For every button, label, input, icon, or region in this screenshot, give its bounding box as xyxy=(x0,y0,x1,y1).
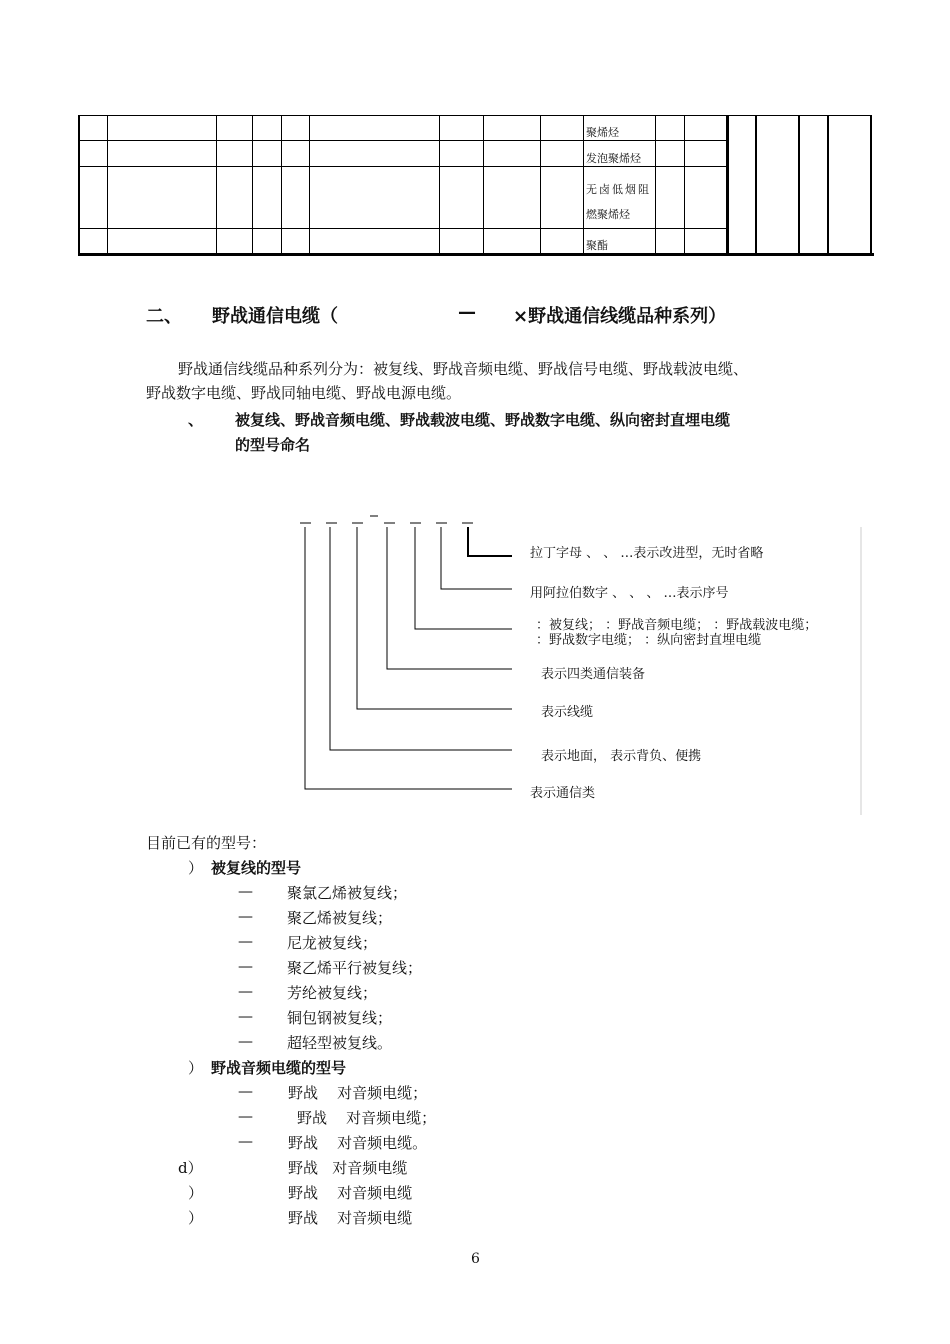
group-title: 被复线的型号 xyxy=(211,859,302,877)
list-item: 野战 对音频电缆； xyxy=(297,1109,437,1127)
diagram-label: 表示线缆 xyxy=(541,705,594,720)
list-item: 铜包钢被复线； xyxy=(287,1009,393,1027)
group-marker: ） xyxy=(188,859,204,877)
list-item: 芳纶被复线； xyxy=(287,984,378,1002)
list-dash: — xyxy=(238,957,253,975)
diagram-label: 表示四类通信装备 xyxy=(541,667,646,682)
extra-marker: ） xyxy=(188,1184,204,1202)
list-dash: — xyxy=(238,1032,253,1050)
list-dash: — xyxy=(238,1082,253,1100)
sub-heading-line-1: 被复线、野战音频电缆、野战载波电缆、野战数字电缆、纵向密封直埋电缆 xyxy=(235,411,731,429)
diagram-label: 拉丁字母 、 、 …表示改进型，无时省略 xyxy=(530,546,764,561)
list-dash: — xyxy=(238,882,253,900)
list-dash: — xyxy=(238,1107,253,1125)
list-item: 尼龙被复线； xyxy=(287,934,378,952)
current-heading: 目前已有的型号： xyxy=(146,834,267,852)
table-cell: 聚烯烃 xyxy=(586,126,619,139)
group-marker: ） xyxy=(188,1059,204,1077)
list-dash: — xyxy=(238,907,253,925)
extra-marker: ） xyxy=(188,1209,204,1227)
list-item: 聚氯乙烯被复线； xyxy=(287,884,408,902)
page-number: 6 xyxy=(471,1251,480,1267)
table-cell: 无卤低烟阻 xyxy=(586,183,651,196)
section-title: 野战通信电缆（ xyxy=(212,306,338,327)
section-title-rest: ×野战通信线缆品种系列） xyxy=(513,306,727,327)
extra-item: 野战 对音频电缆 xyxy=(288,1209,413,1227)
list-item: 野战 对音频电缆。 xyxy=(288,1134,428,1152)
table-cell: 聚酯 xyxy=(586,239,608,252)
diagram-label: ：被复线； ：野战音频电缆； ：野战载波电缆； xyxy=(536,618,818,633)
extra-item: 野战 对音频电缆 xyxy=(288,1159,408,1177)
section-number: 二、 xyxy=(146,306,182,327)
list-item: 野战 对音频电缆； xyxy=(288,1084,428,1102)
section-dash: — xyxy=(458,302,476,323)
diagram-label: 表示通信类 xyxy=(530,786,596,801)
list-dash: — xyxy=(238,1007,253,1025)
intro-line-2: 野战数字电缆、野战同轴电缆、野战电源电缆。 xyxy=(146,384,462,402)
list-item: 超轻型被复线。 xyxy=(287,1034,393,1052)
list-item: 聚乙烯被复线； xyxy=(287,909,393,927)
list-item: 聚乙烯平行被复线； xyxy=(287,959,423,977)
diagram-label: 用阿拉伯数字 、 、 、 …表示序号 xyxy=(530,586,729,601)
sub-heading-line-2: 的型号命名 xyxy=(235,436,311,454)
table-cell: 发泡聚烯烃 xyxy=(586,152,641,165)
extra-item: 野战 对音频电缆 xyxy=(288,1184,413,1202)
group-title: 野战音频电缆的型号 xyxy=(211,1059,347,1077)
list-dash: — xyxy=(238,982,253,1000)
sub-bullet: 、 xyxy=(188,411,204,429)
intro-line-1: 野战通信线缆品种系列分为：被复线、野战音频电缆、野战信号电缆、野战载波电缆、 xyxy=(178,360,749,378)
list-dash: — xyxy=(238,1132,253,1150)
diagram-label: 表示地面， 表示背负、便携 xyxy=(541,749,702,764)
table-cell: 燃聚烯烃 xyxy=(586,208,630,221)
diagram-label: ：野战数字电缆； ：纵向密封直埋电缆 xyxy=(536,633,762,648)
list-dash: — xyxy=(238,932,253,950)
extra-marker: d） xyxy=(178,1159,203,1177)
